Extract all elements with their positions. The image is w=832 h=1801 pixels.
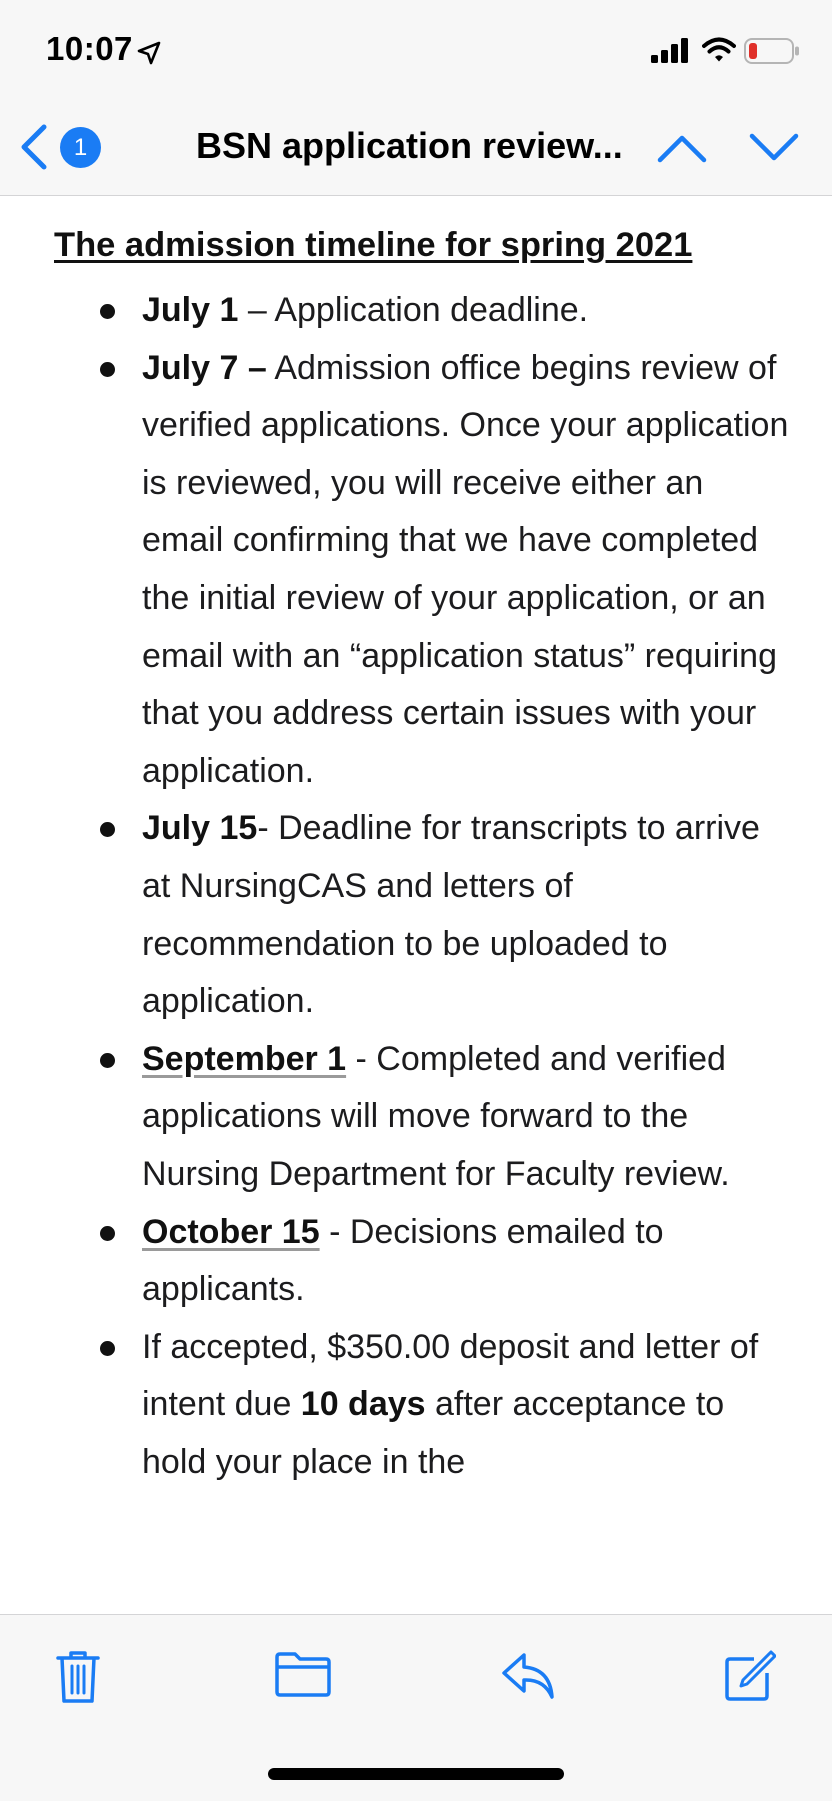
message-subject: BSN application review... <box>196 125 623 166</box>
item-text: – Application deadline. <box>238 291 589 329</box>
item-date: July 1 <box>142 291 239 329</box>
message-body[interactable] <box>0 196 832 1614</box>
status-bar <box>0 0 832 100</box>
nav-bar <box>0 100 832 196</box>
wifi-icon <box>702 36 736 64</box>
compose-button[interactable] <box>724 1649 776 1708</box>
chevron-down-icon <box>746 128 802 168</box>
signal-icon <box>650 38 690 64</box>
reply-icon <box>500 1649 556 1703</box>
list-item <box>142 340 792 801</box>
location-arrow-icon <box>136 40 162 66</box>
chevron-up-icon <box>654 128 710 168</box>
timeline-list <box>142 282 792 1491</box>
list-item <box>142 1204 792 1319</box>
trash-button[interactable] <box>56 1649 100 1710</box>
trash-icon <box>56 1649 100 1705</box>
home-indicator[interactable] <box>268 1768 564 1780</box>
battery-low-icon <box>744 38 800 64</box>
chevron-left-icon <box>14 122 54 172</box>
item-text: - Completed and verified applications will move forward to the Nursing Department for Faculty review. <box>142 1039 730 1193</box>
reply-button[interactable] <box>500 1649 556 1708</box>
item-date-link[interactable]: October 15 <box>142 1212 320 1251</box>
folder-icon <box>274 1649 332 1699</box>
list-item <box>142 282 792 340</box>
list-item <box>142 800 792 1030</box>
item-date: July 7 – <box>142 348 267 387</box>
section-heading: The admission timeline for spring 2021 <box>54 226 693 264</box>
status-time: 10:07 <box>46 30 133 67</box>
item-text: after acceptance to hold your place in the <box>142 1385 725 1481</box>
unread-count-badge[interactable]: 1 <box>60 127 101 168</box>
item-date: July 15 <box>142 809 258 848</box>
item-text: - Decisions emailed to applicants. <box>142 1212 664 1309</box>
item-text: Admission office begins review of verified applications. Once your application is reviewed, you will receive either an email confirming that we have completed the initial review of your application, or an email with an “application status” requiring that you address certain issues with your application. <box>142 348 789 790</box>
list-item <box>142 1319 792 1492</box>
next-message-button[interactable] <box>746 128 802 168</box>
item-text: If accepted, $350.00 deposit and letter of intent due <box>142 1327 759 1424</box>
item-text: - Deadline for transcripts to arrive at NursingCAS and letters of recommendation to be uploaded to application. <box>142 809 760 1021</box>
item-emphasis: 10 days <box>300 1385 426 1424</box>
move-to-folder-button[interactable] <box>274 1649 332 1704</box>
item-date-link[interactable]: September 1 <box>142 1039 347 1078</box>
previous-message-button[interactable] <box>654 128 710 168</box>
compose-icon <box>724 1649 776 1703</box>
back-button[interactable] <box>14 122 54 172</box>
list-item <box>142 1031 792 1204</box>
